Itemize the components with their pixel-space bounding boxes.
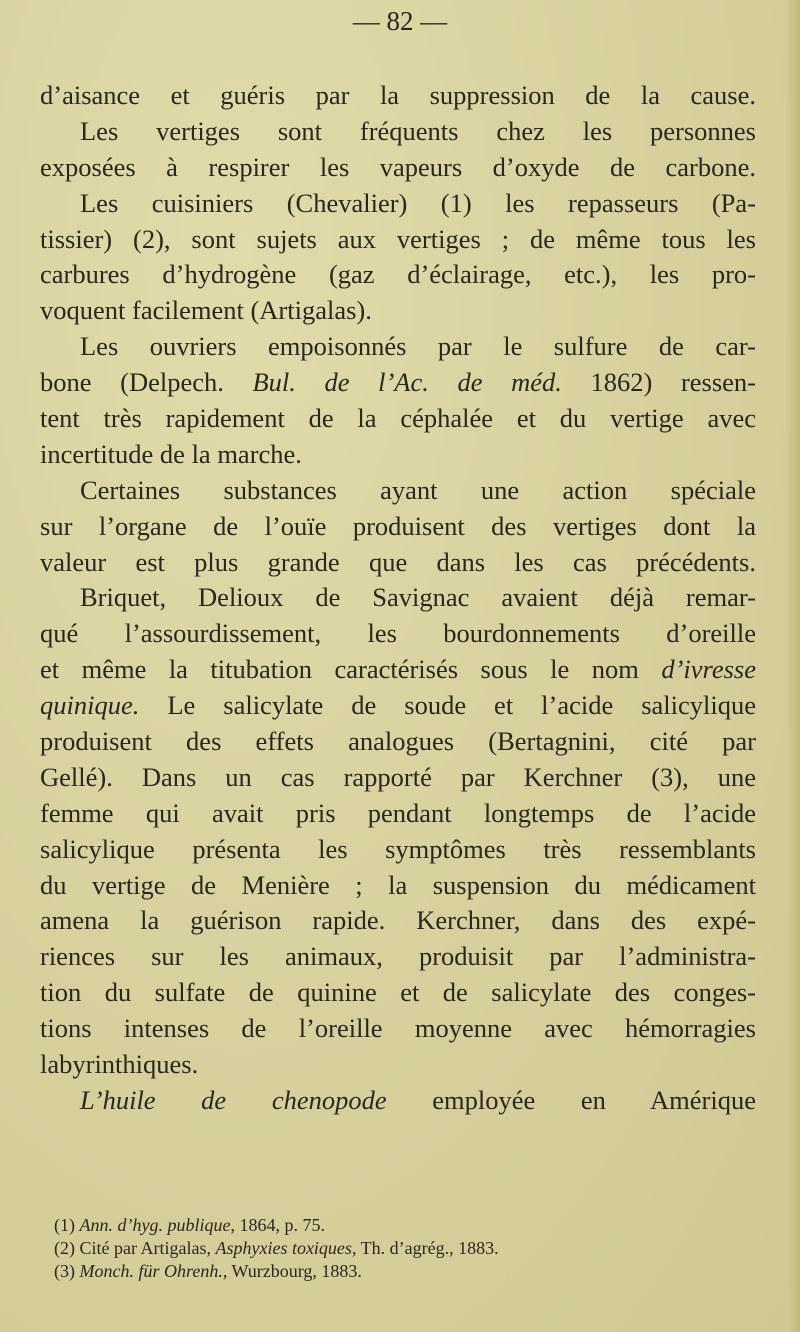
- text-line: [40, 760, 756, 796]
- italic-text: Asphyxies toxiques: [215, 1238, 352, 1258]
- text-line: [40, 78, 756, 114]
- text-segment: riences sur les animaux, produisit par l’administra-: [40, 941, 756, 972]
- footnotes: [54, 1214, 754, 1283]
- text-line: [40, 796, 756, 832]
- text-segment: amena la guérison rapide. Kerchner, dans des expé-: [40, 905, 756, 936]
- text-line: [40, 329, 756, 365]
- text-line: [40, 293, 756, 329]
- text-line: [40, 724, 756, 760]
- text-segment: du vertige de Menière ; la suspension du médicament: [40, 869, 756, 900]
- text-line: [40, 222, 756, 258]
- text-line: [40, 903, 756, 939]
- text-segment: qué l’assourdissement, les bourdonnements d’oreille: [40, 618, 756, 649]
- text-line: [40, 939, 756, 975]
- text-segment: (2) Cité par Artigalas,: [54, 1238, 216, 1258]
- italic-text: d’ivresse: [661, 654, 756, 685]
- text-segment: , 1864, p. 75.: [230, 1215, 325, 1235]
- text-line: [40, 150, 756, 186]
- text-segment: Gellé). Dans un cas rapporté par Kerchner (3), une: [40, 761, 756, 792]
- italic-text: Bul. de l’Ac. de méd.: [252, 367, 562, 398]
- text-line: [40, 832, 756, 868]
- text-line: [40, 975, 756, 1011]
- text-segment: (3): [54, 1261, 80, 1281]
- text-segment: tent très rapidement de la céphalée et du vertige avec: [40, 403, 756, 434]
- footnote: [54, 1237, 754, 1260]
- text-segment: , Wurzbourg, 1883.: [222, 1261, 362, 1281]
- text-segment: (1): [54, 1215, 80, 1235]
- text-line: [40, 186, 756, 222]
- text-segment: carbures d’hydrogène (gaz d’éclairage, etc.), les pro-: [40, 259, 756, 290]
- text-line: [40, 1011, 756, 1047]
- text-segment: labyrinthiques.: [40, 1049, 199, 1080]
- text-segment: tion du sulfate de quinine et de salicylate des conges-: [40, 977, 756, 1008]
- text-segment: Les vertiges sont fréquents chez les personnes: [80, 115, 756, 146]
- text-line: [40, 437, 756, 473]
- text-line: [40, 114, 756, 150]
- text-segment: 1862) ressen-: [561, 367, 756, 398]
- body-text: [40, 78, 756, 1119]
- text-segment: exposées à respirer les vapeurs d’oxyde de carbone.: [40, 151, 756, 182]
- text-segment: employée en Amérique: [386, 1084, 756, 1115]
- footnote: [54, 1214, 754, 1237]
- text-segment: femme qui avait pris pendant longtemps de l’acide: [40, 797, 756, 828]
- text-segment: voquent facilement (Artigalas).: [40, 295, 372, 326]
- text-segment: Les cuisiniers (Chevalier) (1) les repasseurs (Pa-: [80, 187, 756, 218]
- text-segment: Les ouvriers empoisonnés par le sulfure de car-: [80, 331, 756, 362]
- italic-text: Monch. für Ohrenh.: [79, 1261, 223, 1281]
- text-segment: bone (Delpech.: [40, 367, 253, 398]
- text-line: [40, 473, 756, 509]
- italic-text: L’huile de chenopode: [80, 1084, 387, 1115]
- text-segment: produisent des effets analogues (Bertagnini, cité par: [40, 726, 756, 757]
- text-segment: tions intenses de l’oreille moyenne avec hémorragies: [40, 1013, 756, 1044]
- text-line: [40, 1083, 756, 1119]
- text-segment: et même la titubation caractérisés sous le nom: [40, 654, 662, 685]
- text-segment: Certaines substances ayant une action spéciale: [80, 474, 756, 505]
- text-line: [40, 652, 756, 688]
- text-line: [40, 868, 756, 904]
- page-number: — 82 —: [352, 6, 448, 36]
- text-line: [40, 688, 756, 724]
- footnote: [54, 1260, 754, 1283]
- text-segment: , Th. d’agrég., 1883.: [351, 1238, 499, 1258]
- text-line: [40, 509, 756, 545]
- text-line: [40, 365, 756, 401]
- text-segment: valeur est plus grande que dans les cas précédents.: [40, 546, 756, 577]
- text-segment: tissier) (2), sont sujets aux vertiges ; de même tous les: [40, 223, 756, 254]
- italic-text: quinique.: [40, 690, 140, 721]
- text-line: [40, 257, 756, 293]
- text-segment: d’aisance et guéris par la suppression de la cause.: [40, 80, 756, 110]
- text-segment: incertitude de la marche.: [40, 438, 302, 469]
- italic-text: Ann. d’hyg. publique: [79, 1215, 231, 1235]
- text-line: [40, 545, 756, 581]
- text-segment: Briquet, Delioux de Savignac avaient déjà remar-: [80, 582, 756, 613]
- text-segment: sur l’organe de l’ouïe produisent des vertiges dont la: [40, 510, 756, 541]
- text-line: [40, 616, 756, 652]
- page-edge: [786, 0, 800, 1332]
- text-line: [40, 401, 756, 437]
- text-line: [40, 1047, 756, 1083]
- text-line: [40, 580, 756, 616]
- text-segment: Le salicylate de soude et l’acide salicylique: [139, 690, 756, 721]
- text-segment: salicylique présenta les symptômes très ressemblants: [40, 833, 756, 864]
